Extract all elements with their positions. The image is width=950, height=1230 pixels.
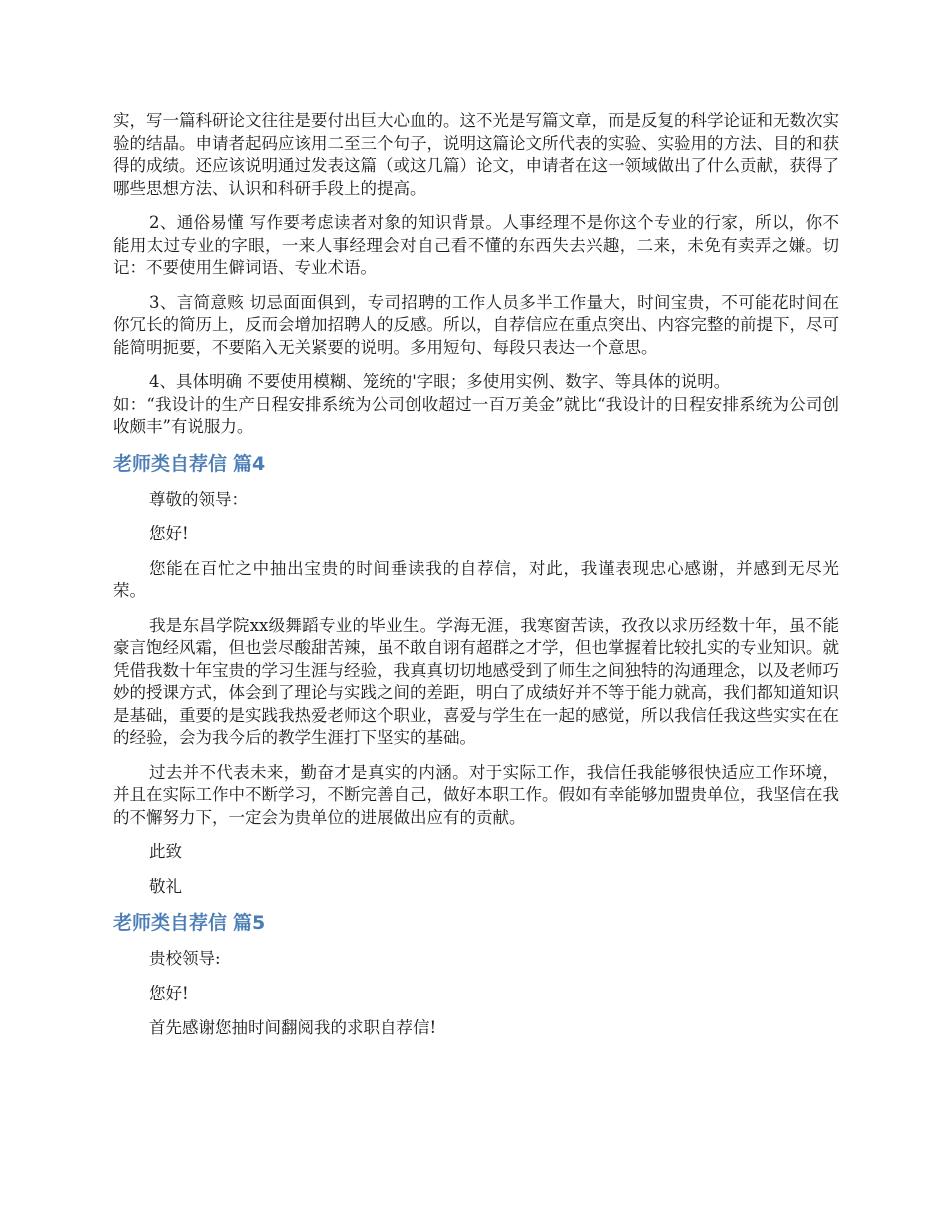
section-title: 老师类自荐信	[113, 912, 228, 934]
tip-paragraph-3: 3、言简意赅 切忌面面俱到，专司招聘的工作人员多半工作量大，时间宝贵，不可能花时间在你冗长的简历上，反而会增加招聘人的反感。所以，自荐信应在重点突出、内容完整的前提下，尽可能简明扼要，不要陷入无关紧要的说明。多用短句、每段只表达一个意思。	[113, 292, 839, 357]
closing-line: 此致	[149, 842, 182, 861]
salutation: 尊敬的领导：	[149, 489, 248, 509]
section-heading-5	[113, 910, 839, 936]
greeting: 您好!	[149, 983, 189, 1003]
tip-4-text: 4、具体明确 不要使用模糊、笼统的'字眼；多使用实例、数字、等具体的说明。	[149, 372, 731, 391]
document-page	[113, 110, 839, 1052]
tip-paragraph-4	[113, 371, 839, 394]
letter-paragraph: 首先感谢您抽时间翻阅我的求职自荐信!	[149, 1018, 437, 1037]
section-heading-4	[113, 451, 839, 477]
section-number: 篇4	[233, 452, 266, 475]
letter-paragraph: 我是东昌学院xx级舞蹈专业的毕业生。学海无涯，我寒窗苦读，孜孜以求历经数十年，虽不能豪言饱经风霜，但也尝尽酸甜苦辣，虽不敢自诩有超群之才学，但也掌握着比较扎实的专业知识。就凭借我数十年宝贵的学习生涯与经验，我真真切切地感受到了师生之间独特的沟通理念，以及老师巧妙的授课方式，体会到了理论与实践之间的差距，明白了成绩好并不等于能力就高，我们都知道知识是基础，重要的是实践我热爱老师这个职业，喜爱与学生在一起的感觉，所以我信任我这些实实在在的经验，会为我今后的教学生涯打下坚实的基础。	[113, 615, 839, 747]
tip-paragraph-2: 2、通俗易懂 写作要考虑读者对象的知识背景。人事经理不是你这个专业的行家，所以，你不能用太过专业的字眼，一来人事经理会对自己看不懂的东西失去兴趣，二来，未免有卖弄之嫌。切记：不要使用生僻词语、专业术语。	[113, 213, 839, 277]
letter-paragraph: 过去并不代表未来，勤奋才是真实的内涵。对于实际工作，我信任我能够很快适应工作环境，并且在实际工作中不断学习，不断完善自己，做好本职工作。假如有幸能够加盟贵单位，我坚信在我的不懈努力下，一定会为贵单位的进展做出应有的贡献。	[113, 762, 839, 827]
tip-4-example: 如：“我设计的生产日程安排系统为公司创收超过一百万美金”就比“我设计的日程安排系统为公司创收颇丰”有说服力。	[113, 394, 839, 436]
section-title: 老师类自荐信	[113, 452, 228, 475]
letter-paragraph: 您能在百忙之中抽出宝贵的时间垂读我的自荐信，对此，我谨表现忠心感谢，并感到无尽光荣。	[113, 558, 839, 600]
greeting: 您好!	[149, 524, 189, 543]
closing-line: 敬礼	[149, 876, 182, 896]
body-paragraph: 实，写一篇科研论文往往是要付出巨大心血的。这不光是写篇文章，而是反复的科学论证和无数次实验的结晶。申请者起码应该用二至三个句子，说明这篇论文所代表的实验、实验用的方法、目的和获得的成绩。还应该说明通过发表这篇（或这几篇）论文，申请者在这一领域做出了什么贡献，获得了哪些思想方法、认识和科研手段上的提高。	[113, 111, 839, 198]
section-number: 篇5	[233, 912, 266, 934]
salutation: 贵校领导:	[149, 949, 221, 968]
